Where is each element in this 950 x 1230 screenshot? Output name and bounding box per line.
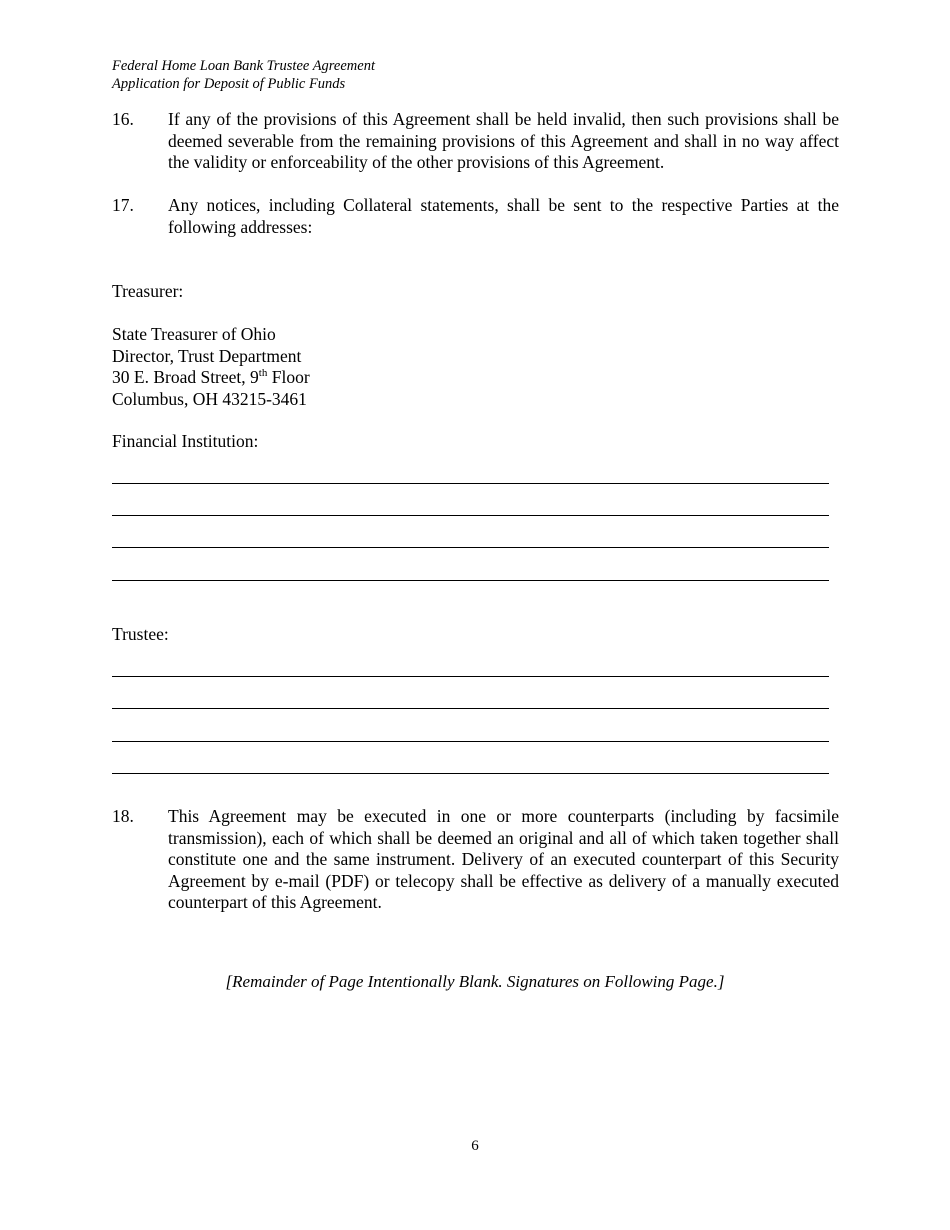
section-text: Any notices, including Collateral statements, shall be sent to the respective Parties at the following addresses:	[168, 195, 839, 237]
financial-institution-blank-line[interactable]	[112, 515, 829, 516]
trustee-label: Trustee:	[112, 624, 169, 644]
financial-institution-label: Financial Institution:	[112, 431, 259, 451]
trustee-blank-line[interactable]	[112, 676, 829, 677]
section-number: 17.	[112, 195, 134, 215]
header-subtitle: Application for Deposit of Public Funds	[112, 76, 346, 92]
financial-institution-blank-line[interactable]	[112, 547, 829, 548]
section-number: 18.	[112, 806, 134, 826]
section-number: 16.	[112, 109, 134, 129]
document-header	[112, 57, 375, 93]
section-17	[112, 195, 839, 238]
section-text: If any of the provisions of this Agreement shall be held invalid, then such provisions shall be deemed severable from the remaining provisions of this Agreement and shall in no way affect the validity or enforceability of the other provisions of this Agreement.	[168, 109, 839, 172]
address-line-1: State Treasurer of Ohio	[112, 324, 276, 344]
page-number: 6	[471, 1138, 479, 1154]
trustee-blank-line[interactable]	[112, 773, 829, 774]
address-line-4: Columbus, OH 43215-3461	[112, 388, 307, 409]
header-title: Federal Home Loan Bank Trustee Agreement	[112, 58, 375, 74]
financial-institution-blank-line[interactable]	[112, 483, 829, 484]
financial-institution-blank-line[interactable]	[112, 580, 829, 581]
treasurer-label: Treasurer:	[112, 281, 184, 301]
blank-page-note: [Remainder of Page Intentionally Blank. Signatures on Following Page.]	[225, 972, 725, 991]
trustee-blank-line[interactable]	[112, 741, 829, 742]
address-line-3: 30 E. Broad Street, 9th Floor	[112, 367, 310, 387]
section-16	[112, 109, 839, 174]
section-text: This Agreement may be executed in one or more counterparts (including by facsimile transmission), each of which shall be deemed an original and all of which taken together shall constitute one and the same instrument. Delivery of an executed counterpart of this Security Agreement by e-mail (PDF) or telecopy shall be effective as delivery of a manually executed counterpart of this Agreement.	[168, 806, 839, 912]
trustee-blank-line[interactable]	[112, 708, 829, 709]
address-line-2: Director, Trust Department	[112, 345, 302, 366]
section-18	[112, 806, 839, 914]
treasurer-address	[112, 324, 310, 410]
